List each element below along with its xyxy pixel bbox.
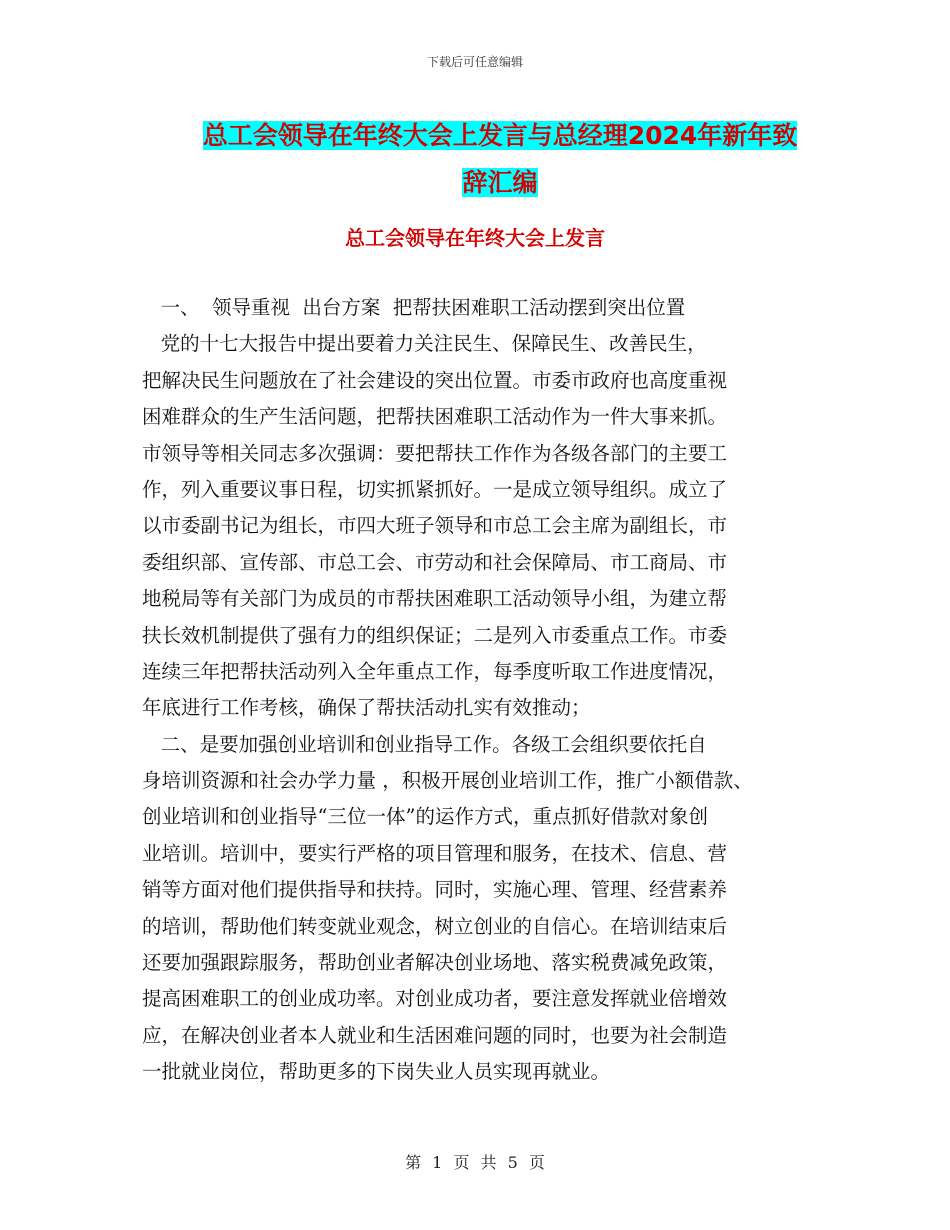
text-line: 一批就业岗位，帮助更多的下岗失业人员实现再就业。 — [142, 1060, 611, 1084]
text-line: 连续三年把帮扶活动列入全年重点工作，每季度听取工作进度情况， — [142, 659, 728, 683]
title-line-2: 辞汇编 — [462, 168, 538, 197]
text-line: 年底进行工作考核，确保了帮扶活动扎实有效推动； — [142, 696, 591, 720]
text-line: 创业培训和创业指导“三位一体”的运作方式，重点抓好借款对象创 — [142, 805, 708, 829]
text-line: 的培训，帮助他们转变就业观念，树立创业的自信心。在培训结束后 — [142, 914, 728, 938]
text-line: 业培训。培训中，要实行严格的项目管理和服务，在技术、信息、营 — [142, 841, 728, 865]
text-line: 市领导等相关同志多次强调：要把帮扶工作作为各级各部门的主要工 — [142, 441, 728, 465]
text-line: 还要加强跟踪服务，帮助创业者解决创业场地、落实税费减免政策， — [142, 951, 728, 975]
text-line: 一、 领导重视 出台方案 把帮扶困难职工活动摆到突出位置 — [142, 296, 686, 319]
text-line: 党的十七大报告中提出要着力关注民生、保障民生、改善民生， — [142, 332, 707, 356]
text-line: 作，列入重要议事日程，切实抓紧抓好。一是成立领导组织。成立了 — [142, 477, 728, 501]
text-line: 把解决民生问题放在了社会建设的突出位置。市委市政府也高度重视 — [142, 368, 728, 392]
text-line: 二、是要加强创业培训和创业指导工作。各级工会组织要依托自 — [142, 732, 707, 756]
text-line: 地税局等有关部门为成员的市帮扶困难职工活动领导小组，为建立帮 — [142, 587, 728, 611]
text-line: 销等方面对他们提供指导和扶持。同时，实施心理、管理、经营素养 — [142, 878, 728, 902]
header-note: 下载后可任意编辑 — [426, 55, 523, 69]
text-line: 提高困难职工的创业成功率。对创业成功者，要注意发挥就业倍增效 — [142, 987, 728, 1011]
text-line: 身培训资源和社会办学力量 ，积极开展创业培训工作，推广小额借款、 — [142, 769, 753, 793]
page-footer: 第 1 页 共 5 页 — [405, 1153, 545, 1172]
text-line: 以市委副书记为组长，市四大班子领导和市总工会主席为副组长，市 — [142, 514, 728, 538]
section-title: 总工会领导在年终大会上发言 — [345, 226, 605, 250]
text-line: 困难群众的生产生活问题，把帮扶困难职工活动作为一件大事来抓。 — [142, 405, 728, 429]
document-title — [120, 112, 880, 206]
body-text — [142, 290, 832, 1091]
text-line: 扶长效机制提供了强有力的组织保证；二是列入市委重点工作。市委 — [142, 623, 728, 647]
text-line: 应，在解决创业者本人就业和生活困难问题的同时，也要为社会制造 — [142, 1023, 728, 1047]
title-line-1: 总工会领导在年终大会上发言与总经理2024年新年致 — [202, 121, 798, 150]
text-line: 委组织部、宣传部、市总工会、市劳动和社会保障局、市工商局、市 — [142, 550, 728, 574]
